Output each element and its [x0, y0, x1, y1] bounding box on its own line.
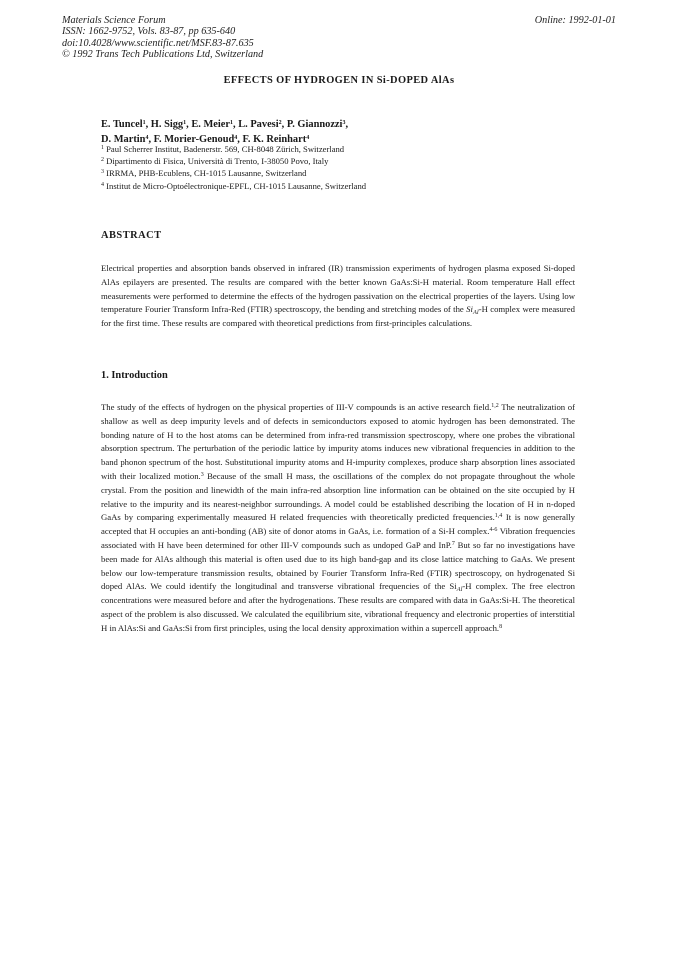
author-affil-mark: 4	[234, 134, 238, 141]
author-affil-mark: 4	[306, 134, 310, 141]
intro-part: It is now generally accepted that H occupies an anti-bonding (AB) site of donor atoms in GaAs, i.e. formation of a Si-H complex.	[101, 512, 576, 537]
citation-ref: 3	[200, 471, 204, 478]
author: F. K. Reinhart	[242, 133, 307, 145]
issn-line: ISSN: 1662-9752, Vols. 83-87, pp 635-640	[62, 26, 236, 38]
author: E. Meier	[191, 119, 230, 130]
section-heading-introduction: 1. Introduction	[101, 370, 168, 381]
abstract-si: Si	[466, 304, 473, 315]
intro-part: The neutralization of shallow as well as deep impurity levels and of defects in semiconductors exposed to atomic hydrogen has been demonstrated. The bonding nature of H to the host atoms can be determined from infra-red transmission spectroscopy, where one probes the vibrational absorption spectrum. The perturbation of the periodic lattice by impurity atoms induces new vibrational frequencies in addition to the band phonon spectrum of the host. Substitutional impurity atoms and H-impurity complexes, produce sharp absorption lines associated with their localized motion.	[101, 402, 575, 481]
author-line-2: D. Martin$^4$, F. Morier-Genoud$^4$, F. K. Reinhart$^4$	[101, 133, 310, 145]
affiliation-mark: 4	[101, 181, 104, 188]
intro-part: The study of the effects of hydrogen on the physical properties of III-V compounds is an active research field.	[101, 402, 492, 412]
affiliation	[101, 155, 366, 167]
author-line-1: E. Tuncel$^1$, H. Sigg$^1$, E. Meier$^1$, L. Pavesi$^2$, P. Giannozzi$^3$,	[101, 119, 349, 130]
author-affil-mark: 1	[183, 120, 187, 126]
author-affil-mark: 3	[342, 120, 346, 126]
author: H. Sigg	[150, 119, 184, 130]
affiliation	[101, 180, 366, 192]
affiliation-text: IRRMA, PHB-Ecublens, CH-1015 Lausanne, Switzerland	[106, 168, 307, 179]
author-affil-mark: 1	[142, 120, 146, 126]
intro-part: -H complex. The free electron concentrations were measured before and after the hydrogenations. These results are compared with data in GaAs:Si-H. The theoretical aspect of the problem is also discussed. We calculated the equilibrium site, vibrational frequency and electronic properties of interstitial H in AlAs:Si and GaAs:Si from first principles, using the local density approximation within a supercell approach.	[101, 581, 576, 633]
citation-ref: 4-6	[489, 527, 498, 534]
online-date: Online: 1992-01-01	[534, 15, 616, 26]
affiliation-text: Institut de Micro-Optoélectronique-EPFL, CH-1015 Lausanne, Switzerland	[106, 180, 367, 191]
author: E. Tuncel	[101, 119, 143, 130]
affiliation	[101, 167, 366, 179]
affiliation-text: Paul Scherrer Institut, Badenerstr. 569, CH-8048 Zürich, Switzerland	[106, 144, 345, 154]
abstract-part: Electrical properties and absorption bands observed in infrared (IR) transmission experiments of hydrogen plasma exposed Si-doped AlAs epilayers are presented. The results are compared with the better known GaAs:Si-H material. Room temperature Hall effect measurements were performed to determine the effects of the hydrogen passivation on the electrical properties of the layers. Using low temperature Fourier Transform Infra-Red (FTIR) spectroscopy, the bending and stretching modes of the	[101, 263, 575, 315]
author: L. Pavesi	[238, 119, 279, 130]
copyright-line: © 1992 Trans Tech Publications Ltd, Switzerland	[62, 49, 264, 61]
author: D. Martin	[101, 133, 146, 145]
journal-name: Materials Science Forum	[62, 15, 166, 26]
abstract-part: -H complex were measured for the first time. These results are compared with theoretical predictions from first-principles calculations.	[101, 304, 575, 329]
intro-part: Vibration frequencies associated with H have been determined for other III-V compounds such as undoped GaP and InP.	[101, 526, 575, 550]
affiliation	[101, 143, 366, 155]
citation-ref: 1,2	[491, 403, 499, 409]
author-affil-mark: 1	[230, 120, 233, 126]
intro-al-subscript: Al	[456, 586, 463, 594]
affiliation-mark: 3	[101, 169, 104, 176]
affiliation-text: Dipartimento di Fisica, Università di Trento, I-38050 Povo, Italy	[106, 156, 329, 167]
doi-line: doi:10.4028/www.scientific.net/MSF.83-87.635	[62, 37, 254, 49]
affiliation-mark: 2	[101, 157, 104, 164]
author: F. Morier-Genoud	[153, 133, 235, 145]
citation-ref: 1,4	[494, 513, 503, 520]
abstract-heading: ABSTRACT	[101, 230, 162, 241]
journal-header	[62, 15, 263, 61]
author: P. Giannozzi	[286, 119, 343, 130]
author-affil-mark: 4	[145, 134, 149, 141]
affiliation-list	[101, 143, 366, 192]
abstract-text	[101, 262, 575, 331]
citation-ref: 7	[451, 540, 455, 547]
intro-part: But so far no investigations have been made for AlAs although this material is often used due to its high band-gap and its close lattice matching to GaAs. We present below our low-temperature transmission results, obtained by Fourier Transform Infra-Red (FTIR) spectroscopy, on hydrogenated Si doped AlAs. We could identify the longitudinal and transverse vibrational frequencies of the Si	[101, 539, 575, 592]
abstract-al-subscript: Al	[472, 309, 479, 317]
affiliation-mark: 1	[101, 145, 104, 151]
intro-part: Because of the small H mass, the oscillations of the complex do not propagate throughout the whole crystal. From the position and linewidth of the main infra-red absorption line information can be obtained on the site occupied by H relative to the impurity and its nearest-neighbor surroundings. A model could be established describing the location of H in n-doped GaAs by comparing experimentally measured H related frequencies with theoretically predicted frequencies.	[101, 470, 575, 523]
author-affil-mark: 2	[278, 120, 282, 126]
citation-ref: 8	[499, 623, 503, 630]
introduction-text	[101, 401, 575, 636]
paper-title: EFFECTS OF HYDROGEN IN Si-DOPED AlAs	[223, 75, 455, 86]
